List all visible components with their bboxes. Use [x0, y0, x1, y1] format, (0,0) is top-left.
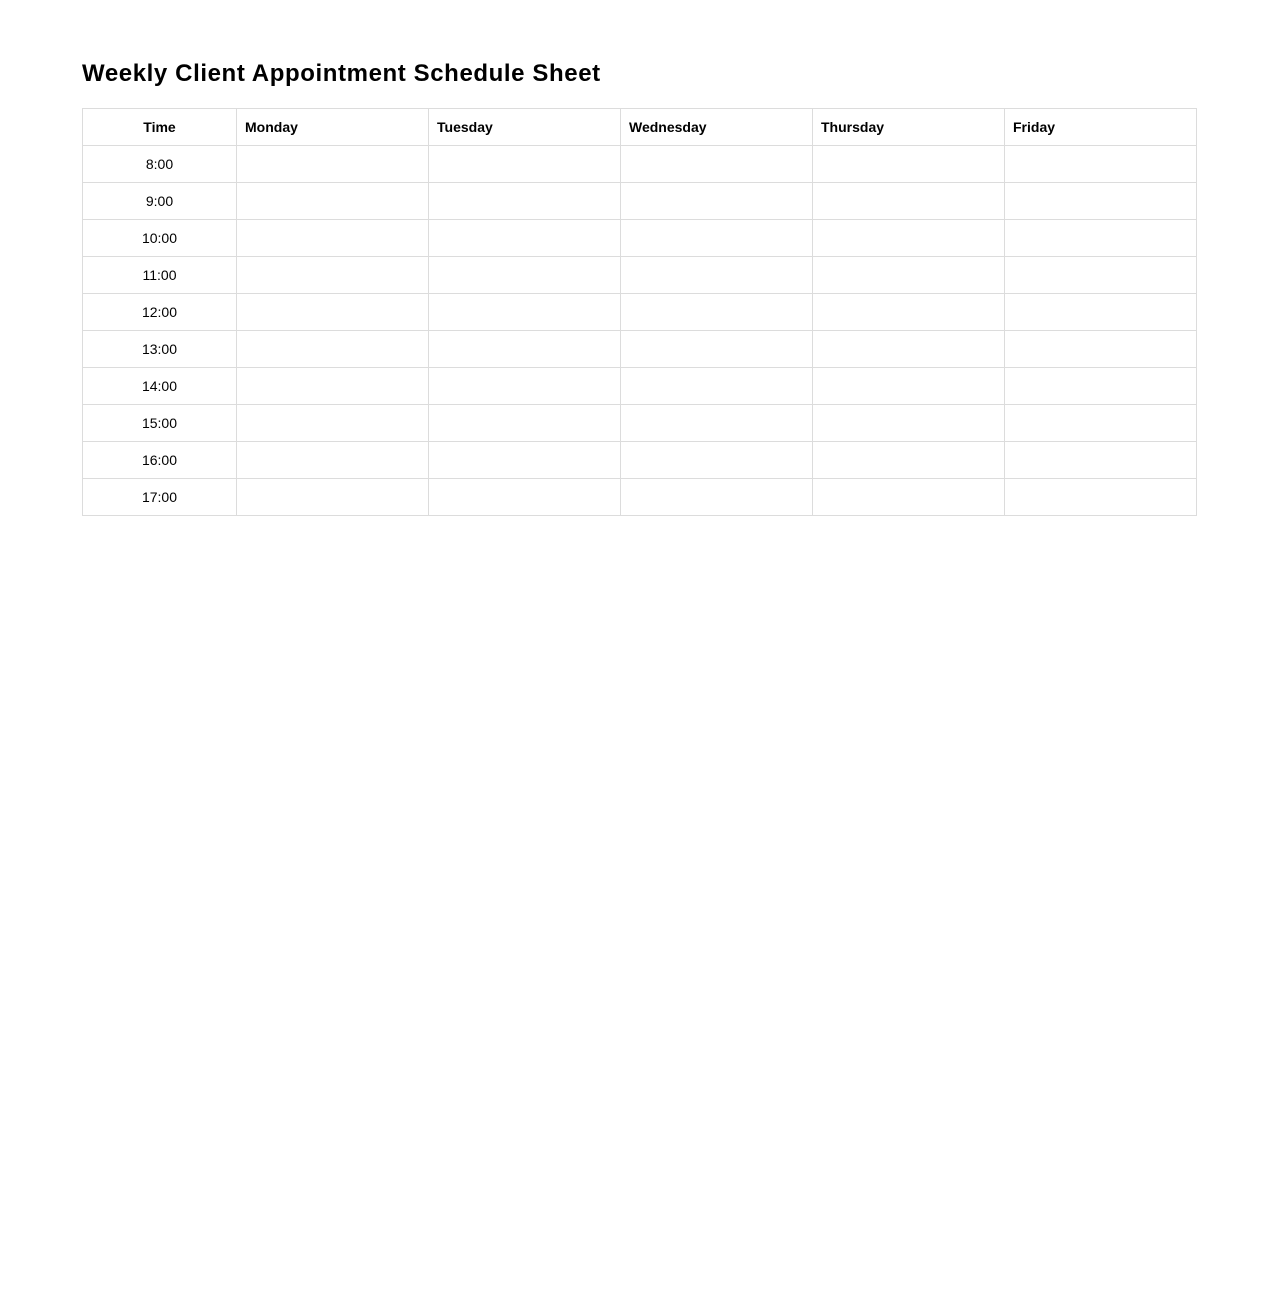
header-friday: Friday	[1005, 109, 1197, 146]
appointment-cell-wednesday[interactable]	[621, 331, 813, 368]
appointment-cell-thursday[interactable]	[813, 294, 1005, 331]
appointment-cell-friday[interactable]	[1005, 405, 1197, 442]
table-row	[83, 368, 1197, 405]
header-time: Time	[83, 109, 237, 146]
header-wednesday: Wednesday	[621, 109, 813, 146]
page-title: Weekly Client Appointment Schedule Sheet	[82, 60, 601, 87]
appointment-cell-friday[interactable]	[1005, 331, 1197, 368]
appointment-cell-friday[interactable]	[1005, 294, 1197, 331]
appointment-cell-monday[interactable]	[237, 331, 429, 368]
appointment-cell-monday[interactable]	[237, 146, 429, 183]
table-row	[83, 183, 1197, 220]
table-row	[83, 479, 1197, 516]
time-slot-label: 16:00	[83, 442, 237, 479]
appointment-cell-monday[interactable]	[237, 183, 429, 220]
appointment-cell-friday[interactable]	[1005, 220, 1197, 257]
appointment-cell-wednesday[interactable]	[621, 405, 813, 442]
appointment-cell-thursday[interactable]	[813, 368, 1005, 405]
table-row	[83, 294, 1197, 331]
appointment-cell-wednesday[interactable]	[621, 368, 813, 405]
appointment-cell-monday[interactable]	[237, 405, 429, 442]
time-slot-label: 9:00	[83, 183, 237, 220]
table-row	[83, 257, 1197, 294]
appointment-cell-wednesday[interactable]	[621, 442, 813, 479]
appointment-cell-tuesday[interactable]	[429, 220, 621, 257]
header-thursday: Thursday	[813, 109, 1005, 146]
appointment-cell-wednesday[interactable]	[621, 220, 813, 257]
appointment-cell-tuesday[interactable]	[429, 146, 621, 183]
appointment-cell-wednesday[interactable]	[621, 183, 813, 220]
header-monday: Monday	[237, 109, 429, 146]
appointment-cell-tuesday[interactable]	[429, 294, 621, 331]
appointment-cell-friday[interactable]	[1005, 479, 1197, 516]
appointment-cell-wednesday[interactable]	[621, 294, 813, 331]
appointment-cell-tuesday[interactable]	[429, 405, 621, 442]
appointment-cell-wednesday[interactable]	[621, 479, 813, 516]
table-row	[83, 405, 1197, 442]
appointment-cell-monday[interactable]	[237, 442, 429, 479]
header-tuesday: Tuesday	[429, 109, 621, 146]
appointment-cell-monday[interactable]	[237, 479, 429, 516]
appointment-cell-monday[interactable]	[237, 368, 429, 405]
appointment-cell-tuesday[interactable]	[429, 479, 621, 516]
time-slot-label: 8:00	[83, 146, 237, 183]
appointment-cell-thursday[interactable]	[813, 257, 1005, 294]
schedule-body	[83, 146, 1197, 516]
schedule-sheet	[82, 58, 1196, 505]
time-slot-label: 10:00	[83, 220, 237, 257]
appointment-cell-tuesday[interactable]	[429, 331, 621, 368]
table-row	[83, 146, 1197, 183]
appointment-cell-thursday[interactable]	[813, 442, 1005, 479]
appointment-cell-tuesday[interactable]	[429, 368, 621, 405]
table-row	[83, 331, 1197, 368]
time-slot-label: 14:00	[83, 368, 237, 405]
schedule-table	[82, 108, 1197, 516]
time-slot-label: 15:00	[83, 405, 237, 442]
appointment-cell-friday[interactable]	[1005, 183, 1197, 220]
time-slot-label: 11:00	[83, 257, 237, 294]
table-row	[83, 442, 1197, 479]
time-slot-label: 13:00	[83, 331, 237, 368]
appointment-cell-monday[interactable]	[237, 257, 429, 294]
appointment-cell-tuesday[interactable]	[429, 442, 621, 479]
appointment-cell-friday[interactable]	[1005, 368, 1197, 405]
time-slot-label: 12:00	[83, 294, 237, 331]
appointment-cell-thursday[interactable]	[813, 479, 1005, 516]
appointment-cell-thursday[interactable]	[813, 183, 1005, 220]
time-slot-label: 17:00	[83, 479, 237, 516]
appointment-cell-wednesday[interactable]	[621, 146, 813, 183]
appointment-cell-thursday[interactable]	[813, 220, 1005, 257]
appointment-cell-tuesday[interactable]	[429, 257, 621, 294]
appointment-cell-friday[interactable]	[1005, 257, 1197, 294]
appointment-cell-monday[interactable]	[237, 220, 429, 257]
table-row	[83, 220, 1197, 257]
appointment-cell-thursday[interactable]	[813, 405, 1005, 442]
appointment-cell-tuesday[interactable]	[429, 183, 621, 220]
appointment-cell-friday[interactable]	[1005, 146, 1197, 183]
appointment-cell-friday[interactable]	[1005, 442, 1197, 479]
appointment-cell-monday[interactable]	[237, 294, 429, 331]
appointment-cell-thursday[interactable]	[813, 331, 1005, 368]
appointment-cell-wednesday[interactable]	[621, 257, 813, 294]
appointment-cell-thursday[interactable]	[813, 146, 1005, 183]
header-row	[83, 109, 1197, 146]
